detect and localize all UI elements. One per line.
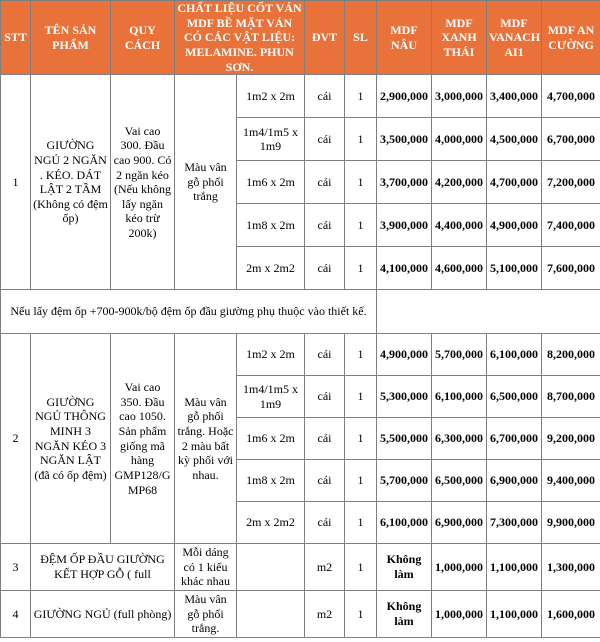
qty-cell: 1 [345, 75, 377, 118]
price-mdf-vanach: 6,500,000 [487, 376, 542, 418]
price-mdf-nau: 3,900,000 [377, 204, 432, 247]
header-product-name: TÊN SẢN PHẨM [31, 1, 111, 75]
unit-cell: cái [305, 334, 345, 376]
price-mdf-an-cuong: 9,900,000 [542, 502, 600, 544]
spec-cell: Vai cao 350. Đầu cao 1050. Sản phẩm giống mã hàng GMP128/G MP68 [111, 334, 175, 544]
unit-cell: m2 [305, 544, 345, 591]
price-mdf-xanh-thai: 4,200,000 [432, 161, 487, 204]
price-mdf-nau: 2,900,000 [377, 75, 432, 118]
size-cell: 2m x 2m2 [237, 502, 305, 544]
price-mdf-vanach: 4,500,000 [487, 118, 542, 161]
unit-cell: cái [305, 247, 345, 290]
material-cell: Màu vân gỗ phối trắng. [175, 591, 237, 638]
size-cell: 1m4/1m5 x 1m9 [237, 376, 305, 418]
qty-cell: 1 [345, 591, 377, 638]
price-mdf-an-cuong: 9,400,000 [542, 460, 600, 502]
price-mdf-nau: 5,700,000 [377, 460, 432, 502]
price-mdf-xanh-thai: 6,500,000 [432, 460, 487, 502]
material-cell: Mỗi dáng có 1 kiểu khác nhau [175, 544, 237, 591]
unit-cell: cái [305, 204, 345, 247]
price-mdf-an-cuong: 8,200,000 [542, 334, 600, 376]
price-mdf-an-cuong: 9,200,000 [542, 418, 600, 460]
stt-cell: 3 [1, 544, 31, 591]
price-mdf-vanach: 6,700,000 [487, 418, 542, 460]
price-mdf-nau: 3,500,000 [377, 118, 432, 161]
price-mdf-nau: 4,100,000 [377, 247, 432, 290]
size-cell: 1m2 x 2m [237, 334, 305, 376]
stt-cell: 2 [1, 334, 31, 544]
material-cell: Màu vân gỗ phối trắng. Hoặc 2 màu bất kỳ phối với nhau. [175, 334, 237, 544]
size-cell-empty [237, 591, 305, 638]
price-mdf-an-cuong: 1,300,000 [542, 544, 600, 591]
price-mdf-an-cuong: 4,700,000 [542, 75, 600, 118]
price-mdf-an-cuong: 8,700,000 [542, 376, 600, 418]
price-mdf-vanach: 6,900,000 [487, 460, 542, 502]
price-mdf-an-cuong: 1,600,000 [542, 591, 600, 638]
material-cell: Màu vân gỗ phối trắng [175, 75, 237, 290]
unit-cell: cái [305, 75, 345, 118]
price-mdf-xanh-thai: 1,000,000 [432, 591, 487, 638]
unit-cell: cái [305, 502, 345, 544]
price-mdf-nau: Không làm [377, 591, 432, 638]
price-mdf-vanach: 3,400,000 [487, 75, 542, 118]
price-mdf-nau: 5,300,000 [377, 376, 432, 418]
price-mdf-an-cuong: 7,600,000 [542, 247, 600, 290]
header-row [1, 1, 600, 75]
price-mdf-xanh-thai: 6,300,000 [432, 418, 487, 460]
size-cell: 2m x 2m2 [237, 247, 305, 290]
header-unit: ĐVT [305, 1, 345, 75]
price-mdf-vanach: 7,300,000 [487, 502, 542, 544]
note-row-empty [377, 290, 600, 334]
price-mdf-vanach: 4,900,000 [487, 204, 542, 247]
price-mdf-vanach: 1,100,000 [487, 591, 542, 638]
price-mdf-xanh-thai: 1,000,000 [432, 544, 487, 591]
price-mdf-xanh-thai: 5,700,000 [432, 334, 487, 376]
price-mdf-vanach: 6,100,000 [487, 334, 542, 376]
header-mdf-vanach: MDF VANACH AI1 [487, 1, 542, 75]
note-cell: Nếu lấy đệm ốp +700-900k/bộ đệm ốp đầu giường phụ thuộc vào thiết kế. [1, 290, 377, 334]
size-cell: 1m6 x 2m [237, 161, 305, 204]
qty-cell: 1 [345, 334, 377, 376]
price-mdf-an-cuong: 7,400,000 [542, 204, 600, 247]
qty-cell: 1 [345, 460, 377, 502]
table-row [1, 591, 600, 638]
size-cell-empty [237, 544, 305, 591]
header-mdf-an-cuong: MDF AN CƯỜNG [542, 1, 600, 75]
note-row [1, 290, 600, 334]
price-mdf-xanh-thai: 4,400,000 [432, 204, 487, 247]
table-row [1, 334, 600, 376]
product-name-cell: ĐỆM ỐP ĐẦU GIƯỜNG KẾT HỢP GỖ ( full [31, 544, 175, 591]
header-material: CHẤT LIỆU CỐT VÁN MDF BỀ MẶT VÁN CÓ CÁC VẬT LIỆU: MELAMINE. PHUN SƠN. [175, 1, 305, 75]
unit-cell: cái [305, 418, 345, 460]
qty-cell: 1 [345, 418, 377, 460]
price-mdf-nau: Không làm [377, 544, 432, 591]
header-mdf-xanh-thai: MDF XANH THÁI [432, 1, 487, 75]
product-name-cell: GIƯỜNG NGỦ THÔNG MINH 3 NGĂN KÉO 3 NGĂN LẬT (đã có ốp đệm) [31, 334, 111, 544]
size-cell: 1m8 x 2m [237, 460, 305, 502]
unit-cell: cái [305, 161, 345, 204]
price-mdf-vanach: 4,700,000 [487, 161, 542, 204]
size-cell: 1m4/1m5 x 1m9 [237, 118, 305, 161]
price-mdf-xanh-thai: 4,000,000 [432, 118, 487, 161]
size-cell: 1m6 x 2m [237, 418, 305, 460]
price-mdf-an-cuong: 6,700,000 [542, 118, 600, 161]
qty-cell: 1 [345, 376, 377, 418]
price-mdf-nau: 4,900,000 [377, 334, 432, 376]
qty-cell: 1 [345, 502, 377, 544]
header-mdf-nau: MDF NÂU [377, 1, 432, 75]
stt-cell: 1 [1, 75, 31, 290]
price-mdf-xanh-thai: 6,900,000 [432, 502, 487, 544]
unit-cell: m2 [305, 591, 345, 638]
size-cell: 1m2 x 2m [237, 75, 305, 118]
unit-cell: cái [305, 376, 345, 418]
header-stt: STT [1, 1, 31, 75]
price-mdf-xanh-thai: 3,000,000 [432, 75, 487, 118]
unit-cell: cái [305, 118, 345, 161]
product-name-cell: GIƯỜNG NGỦ 2 NGĂN . KÉO. DÁT LẬT 2 TẦM (Không có đệm ốp) [31, 75, 111, 290]
qty-cell: 1 [345, 118, 377, 161]
price-mdf-vanach: 1,100,000 [487, 544, 542, 591]
header-spec: QUY CÁCH [111, 1, 175, 75]
price-mdf-xanh-thai: 4,600,000 [432, 247, 487, 290]
header-qty: SL [345, 1, 377, 75]
qty-cell: 1 [345, 204, 377, 247]
price-mdf-nau: 6,100,000 [377, 502, 432, 544]
stt-cell: 4 [1, 591, 31, 638]
qty-cell: 1 [345, 247, 377, 290]
price-mdf-nau: 5,500,000 [377, 418, 432, 460]
price-mdf-vanach: 5,100,000 [487, 247, 542, 290]
size-cell: 1m8 x 2m [237, 204, 305, 247]
price-mdf-xanh-thai: 6,100,000 [432, 376, 487, 418]
product-name-cell: GIƯỜNG NGỦ (full phòng) [31, 591, 175, 638]
unit-cell: cái [305, 460, 345, 502]
qty-cell: 1 [345, 544, 377, 591]
price-mdf-nau: 3,700,000 [377, 161, 432, 204]
price-mdf-an-cuong: 7,200,000 [542, 161, 600, 204]
spec-cell: Vai cao 300. Đầu cao 900. Có 2 ngăn kéo (Nếu không lấy ngăn kéo trừ 200k) [111, 75, 175, 290]
qty-cell: 1 [345, 161, 377, 204]
table-row [1, 544, 600, 591]
table-row [1, 75, 600, 118]
